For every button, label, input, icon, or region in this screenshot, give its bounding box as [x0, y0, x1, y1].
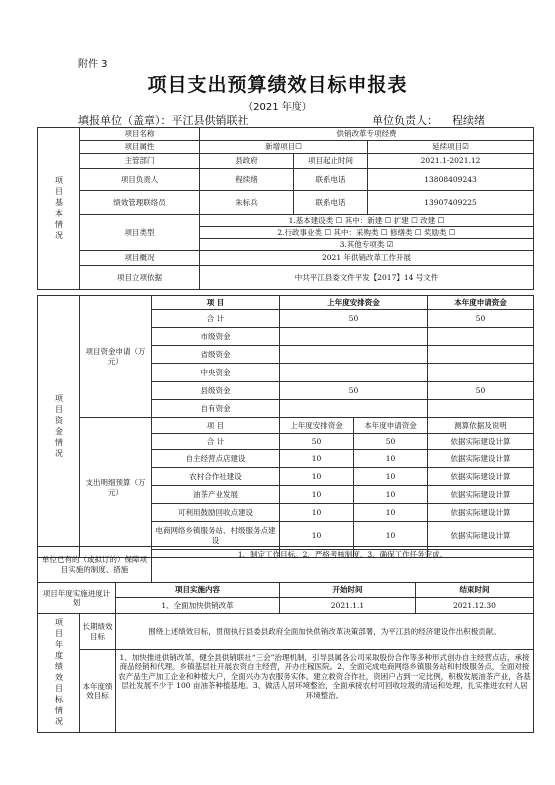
- funds-section-label: 项目资金情况: [38, 296, 80, 558]
- plan-table: [37, 582, 534, 614]
- detail-row-prev: 10: [280, 486, 354, 504]
- apply-row-prev: [280, 400, 428, 418]
- detail-head-curr: 本年度申请资金: [354, 418, 428, 434]
- goals-section-label: 项目年度绩效目标情况: [38, 614, 80, 733]
- detail-head-basis: 测算依据及说明: [428, 418, 534, 434]
- detail-row-label: 油茶产业发展: [152, 486, 280, 504]
- perf-contact-value: 朱标兵: [200, 191, 294, 215]
- perf-phone: 13907409225: [368, 191, 534, 215]
- plan-label: 项目年度实施进度计划: [38, 583, 116, 614]
- plan-end: 2021.12.30: [416, 598, 534, 614]
- detail-row-curr: 10: [354, 450, 428, 468]
- plan-content: 1、全面加快供销改革: [116, 598, 280, 614]
- detail-row-prev: 10: [280, 450, 354, 468]
- perf-phone-label: 联系电话: [294, 191, 368, 215]
- annual-goal-value: 1、加快推进供销改革，健全县供销联社“三会”治理机制，引导县属各公司采取股份合作等多种形式创办自主经营点店，承接商品经销和代理。乡镇基层社开展农资自主经营，开办庄稼医院。2、全面完成电商网络乡镇服务站和村级服务点，全面对接农产品生产加工企业和种植大户，全面兴办为农服务实体。建立救资合作社，资困户占到一定比例，积极发展油茶产业，各基层社发展不少于 100 亩油茶种植基地。3、做活人居环境整治，全面承接农村可回收垃圾的清运和处理，扎实推进农村人居环境整治。: [116, 650, 534, 733]
- owner-phone-label: 联系电话: [294, 169, 368, 191]
- apply-head-curr: 本年度申请资金: [428, 296, 534, 310]
- type-line-1: 1.基本建设类 ☐ 其中：新建 ☐ 扩建 ☐ 改建 ☐: [200, 215, 534, 227]
- detail-row-prev: 10: [280, 468, 354, 486]
- attr-continue: 延续项目☑: [368, 141, 534, 154]
- long-goal-value: 围绕上述绩效目标，贯彻执行县委县政府全面加快供销改革决策部署，为平江县的经济建设作出积极贡献。: [116, 614, 534, 650]
- summary-label: 项目概况: [80, 251, 200, 266]
- annual-goal-label: 本年度绩效目标: [80, 650, 116, 733]
- apply-head-item: 项 目: [152, 296, 280, 310]
- detail-row-basis: 依据实际建设计算: [428, 468, 534, 486]
- detail-row-basis: 依据实际建设计算: [428, 504, 534, 522]
- owner-value: 程续绪: [200, 169, 294, 191]
- detail-row-basis: 依据实际建设计算: [428, 434, 534, 450]
- plan-head-content: 项目实施内容: [116, 583, 280, 598]
- detail-row-curr: 10: [354, 522, 428, 550]
- apply-row-label: 中央资金: [152, 364, 280, 382]
- apply-row-label: 合 计: [152, 310, 280, 328]
- responsible-label: 单位负责人：: [372, 114, 438, 127]
- goals-table: [37, 613, 534, 733]
- owner-phone: 13808409243: [368, 169, 534, 191]
- basic-section-label: 项目基本情况: [38, 128, 80, 290]
- detail-label: 支出明细预算（万元）: [80, 418, 152, 558]
- apply-row-curr: [428, 328, 534, 346]
- apply-row-curr: [428, 346, 534, 364]
- filing-unit-value: 平江县供销联社: [171, 114, 249, 127]
- plan-start: 2021.1.1: [280, 598, 416, 614]
- apply-row-prev: [280, 328, 428, 346]
- type-line-3: 3.其他专项类 ☑: [200, 239, 534, 251]
- perf-contact-label: 绩效管理联络员: [80, 191, 200, 215]
- type-line-2: 2.行政事业类 ☐ 其中：采购类 ☐ 修缮类 ☐ 奖励类 ☐: [200, 227, 534, 239]
- detail-row-label: 可利用鼓励回收点建设: [152, 504, 280, 522]
- detail-row-basis: 依据实际建设计算: [428, 522, 534, 550]
- detail-head-prev: 上年度安排资金: [280, 418, 354, 434]
- detail-row-curr: 10: [354, 486, 428, 504]
- apply-label: 项目资金申请（万元）: [80, 296, 152, 418]
- detail-row-label: 合 计: [152, 434, 280, 450]
- apply-row-curr: [428, 364, 534, 382]
- apply-row-curr: [428, 400, 534, 418]
- name-label: 项目名称: [80, 128, 200, 141]
- detail-head-item: 项 目: [152, 418, 280, 434]
- basis-value: 中共平江县委文件平发【2017】14 号文件: [200, 266, 534, 290]
- detail-row-label: 电商网络乡镇服务站、村级服务点建设: [152, 522, 280, 550]
- detail-row-curr: 50: [354, 434, 428, 450]
- attr-new: 新增项目☐: [200, 141, 368, 154]
- detail-row-prev: 10: [280, 504, 354, 522]
- detail-row-label: 自主经营点店建设: [152, 450, 280, 468]
- summary-value: 2021 年供销改革工作开展: [200, 251, 534, 266]
- attachment-label: 附件 3: [78, 59, 108, 70]
- owner-label: 项目负责人: [80, 169, 200, 191]
- apply-head-prev: 上年度安排资金: [280, 296, 428, 310]
- apply-row-curr: 50: [428, 382, 534, 400]
- type-label: 项目类型: [80, 215, 200, 251]
- period-label: 项目起止时间: [294, 154, 368, 169]
- detail-row-curr: 10: [354, 468, 428, 486]
- basis-label: 项目立项依据: [80, 266, 200, 290]
- apply-row-label: 自有资金: [152, 400, 280, 418]
- apply-row-prev: 50: [280, 382, 428, 400]
- attr-label: 项目属性: [80, 141, 200, 154]
- apply-row-curr: 50: [428, 310, 534, 328]
- plan-head-start: 开始时间: [280, 583, 416, 598]
- apply-row-label: 省级资金: [152, 346, 280, 364]
- plan-head-end: 结束时间: [416, 583, 534, 598]
- detail-row-label: 农村合作社建设: [152, 468, 280, 486]
- detail-row-prev: 10: [280, 522, 354, 550]
- name-value: 供销改革专项经费: [200, 128, 534, 141]
- form-year: （2021 年度）: [243, 102, 312, 113]
- guarantee-label: 单位已有的（或拟订的）保障项目实施的制度、措施: [38, 547, 152, 583]
- long-goal-label: 长期绩效目标: [80, 614, 116, 650]
- funds-table: [37, 295, 534, 558]
- form-title: 项目支出预算绩效目标申报表: [147, 74, 408, 96]
- basic-info-table: [37, 127, 534, 290]
- guarantee-value: 1、制定工作目标。2、严格考核制度。3、确保工作任务完成。: [152, 547, 534, 583]
- apply-row-label: 县级资金: [152, 382, 280, 400]
- detail-row-basis: 依据实际建设计算: [428, 450, 534, 468]
- dept-label: 主管部门: [80, 154, 200, 169]
- detail-row-curr: 10: [354, 504, 428, 522]
- apply-row-prev: [280, 364, 428, 382]
- dept-value: 县政府: [200, 154, 294, 169]
- detail-row-prev: 50: [280, 434, 354, 450]
- detail-row-basis: 依据实际建设计算: [428, 486, 534, 504]
- responsible-value: 程续绪: [452, 114, 485, 127]
- guarantee-table: [37, 546, 534, 583]
- filing-unit: [78, 112, 249, 128]
- apply-row-prev: [280, 346, 428, 364]
- apply-row-label: 市级资金: [152, 328, 280, 346]
- filing-unit-label: 填报单位（盖章）：: [78, 114, 172, 127]
- apply-row-prev: 50: [280, 310, 428, 328]
- period-value: 2021.1-2021.12: [368, 154, 534, 169]
